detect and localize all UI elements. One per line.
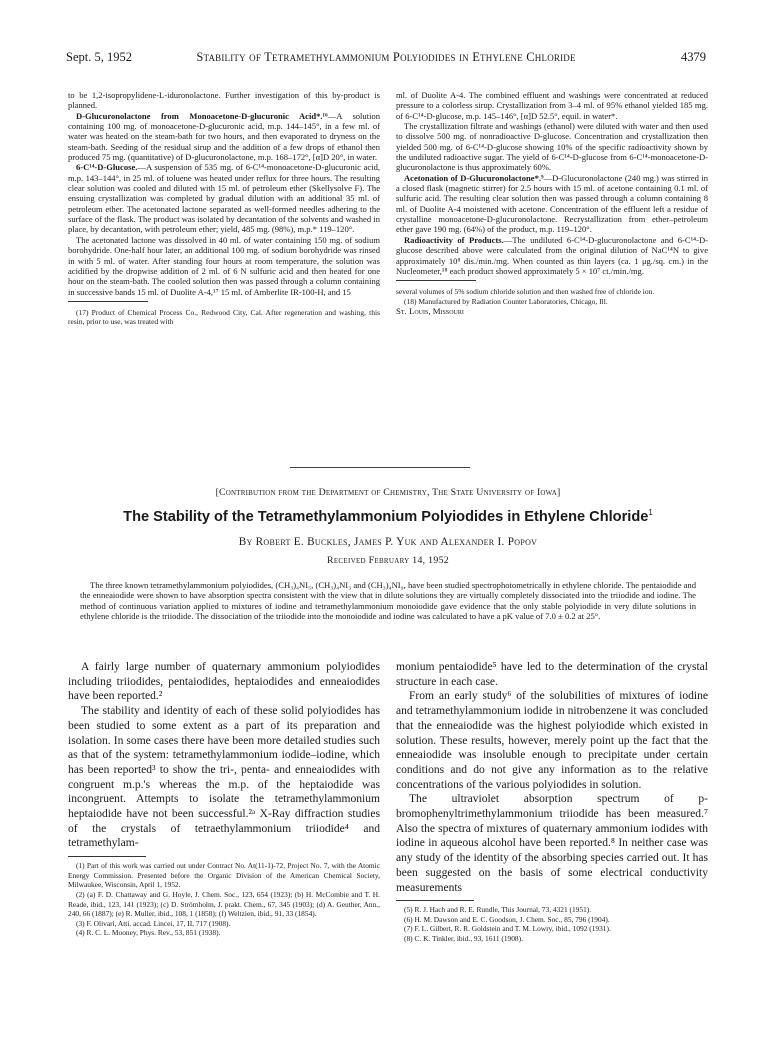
previous-article-continuation — [68, 90, 708, 327]
footnote: (7) F. L. Gilbert, R. R. Goldstein and T. M. Lowry, ibid., 1092 (1931). — [404, 924, 611, 934]
paragraph: A fairly large number of quaternary ammonium polyiodides including triiodides, pentaiodides, heptaiodides and enneaiodides have been reported.² — [68, 661, 380, 703]
title-footnote-mark: 1 — [648, 508, 653, 517]
footnote: (8) C. K. Tinkler, ibid., 93, 1611 (1908). — [404, 934, 523, 944]
footnote: (17) Product of Chemical Process Co., Redwood City, Cal. After regeneration and washing, this resin, prior to use, was treated with — [68, 307, 380, 327]
abstract — [80, 580, 696, 622]
footnote-rule — [396, 900, 474, 901]
paragraph: The ultraviolet absorption spectrum of p-bromophenyltrimethylammonium triiodide has been measured.⁷ Also the spectra of mixtures of quaternary ammonium iodides with iodine in aqueous alcohol have been reported.⁸ In neither case was any study of the identity of the absorbing species carried out. It has been suggested on the basis of some electrical conductivity measurements — [396, 793, 708, 894]
footnote-rule — [68, 301, 148, 302]
running-head — [66, 50, 706, 66]
footnotes — [396, 287, 708, 306]
section-head: D-Glucuronolactone from Monoacetone-D-glucuronic Acid*.¹⁶ — [76, 110, 328, 121]
footnote: (18) Manufactured by Radiation Counter Laboratories, Chicago, Ill. — [404, 296, 608, 306]
footnote-rule — [68, 856, 146, 857]
paragraph-text: —D-Glucuronolactone (240 mg.) was stirred in a closed flask (magnetic stirrer) for 2.5 hours with 15 ml. of acetone containing 0.1 ml. of sulfuric acid. The resulting clear solution then was passed through a column containing 8 ml. of Duolite A-4 moistened with acetone. Concentration of the effluent left a residue of crystalline monoacetone-D-glucuronolactone. Recrystallization from ether–petroleum ether gave 190 mg. (64%) of the product, m.p. 119–120°. — [396, 172, 708, 235]
received-date: Received February 14, 1952 — [327, 555, 449, 566]
abstract-text: The three known tetramethylammonium polyiodides, (CH₃)₄NI₅, (CH₃)₄NI₃ and (CH₃)₄NI₉, have been studied spectrophotometrically in ethylene chloride. The pentaiodide and the enneaiodide were shown to have absorption spectra consistent with the view that in dilute solutions they are virtually completely dissociated into the triiodide and iodine. The method of continuous variation applied to mixtures of iodine and tetramethylammonium monoiodide gave evidence that the only stable polyiodide in very dilute solutions in ethylene chloride is the triiodide. The dissociation of the triiodide into the monoiodide and iodine was calculated to have a pK value of 7.0 ± 0.2 at 25°. — [80, 580, 696, 622]
paragraph-with-head — [68, 111, 380, 163]
section-head: Radioactivity of Products. — [404, 234, 504, 245]
paragraph: The stability and identity of each of these solid polyiodides has been studied to some extent as a part of its preparation and isolation. In some cases there have been more detailed studies such as that of the system: tetramethylammonium iodide–iodine, which has been reported³ to show the tri-, penta- and enneaiodides with congruent m.p.'s whereas the m.p. of the heptaiodide was incongruent. Attempts to isolate the tetramethylammonium heptaiodide have not been successful.²ᵃ X-Ray diffraction studies of the crystals of tetraethylammonium triiodide⁴ and tetramethylam- — [68, 705, 380, 850]
section-head: 6-C¹⁴-D-Glucose. — [76, 162, 138, 173]
paragraph-with-head — [396, 173, 708, 235]
authors: By Robert E. Buckles, James P. Yuk and Alexander I. Popov — [238, 536, 538, 548]
body-right-column — [396, 660, 708, 944]
paragraph-with-head — [396, 235, 708, 276]
contribution-line: [Contribution from the Department of Chemistry, The State University of Iowa] — [215, 487, 561, 498]
footnote: (5) R. J. Hach and R. E. Rundle, This Journal, 73, 4321 (1951). — [404, 905, 592, 915]
footnotes — [68, 308, 380, 327]
footnote: (2) (a) F. D. Chattaway and G. Hoyle, J. Chem. Soc., 123, 654 (1923); (b) H. McCombie and T. H. Reade, ibid., 123, 141 (1923); (c) D. Strömholm, J. prakt. Chem., 67, 345 (1903); (d) A. Geuther, Ann., 240, 66 (1887); (e) R. Muller, ibid., 108, 1 (1858); (f) Weltzien, ibid., 91, 33 (1854). — [68, 889, 380, 919]
footnote: (4) R. C. L. Mooney, Phys. Rev., 53, 851 (1938). — [76, 928, 221, 938]
footnote-rule — [396, 280, 476, 281]
paragraph: to be 1,2-isopropylidene-L-iduronolactone. Further investigation of this by-product is planned. — [68, 90, 380, 111]
footnotes — [68, 861, 380, 938]
paragraph-text: —A solution containing 100 mg. of monoacetone-D-glucuronic acid, m.p. 144–145°, in a few ml. of water was heated on the steam-bath for two hours, and then evaporated to dryness on the steam-bath. Seeding of the residual sirup and the addition of a few drops of ethanol then produced 75 mg. (quantitative) of D-glucuronolactone, m.p. 168–172°, [α]D 20°, in water. — [68, 110, 380, 163]
paragraph: From an early study⁶ of the solubilities of mixtures of iodine and tetramethylammonium iodide in nitrobenzene it was concluded that the enneaiodide was the highest polyiodide which existed in solution. These results, however, merely point up the fact that the enneaiodide was insoluble enough to precipitate under certain conditions and do not give any information as to the relative concentrations of the various polyiodides in solution. — [396, 690, 708, 791]
paragraph-text: —A suspension of 535 mg. of 6-C¹⁴-monoacetone-D-glucuronic acid, m.p. 143–144°, in 25 ml. of toluene was heated under reflux for three hours. The resulting clear solution was cooled and diluted with 15 ml. of petroleum ether (Skellysolve F). The ensuing crystallization was completed by gradual dilution with an additional 35 ml. of petroleum ether. The acetonated lactone separated as well-formed needles adhering to the surface of the flask. The product was isolated by decantation of the solvents and washed in place, by decantation, with petroleum ether; yield, 485 mg. (98%), m.p.* 119–120°. — [68, 162, 380, 235]
article-title-text: The Stability of the Tetramethylammonium Polyiodides in Ethylene Chloride — [123, 508, 649, 525]
footnote: (1) Part of this work was carried out under Contract No. At(11-1)-72, Project No. 7, with the Atomic Energy Commission. Presented before the Organic Division of the American Chemical Society, Milwaukee, Wisconsin, April 1, 1952. — [68, 861, 380, 890]
paragraph: ml. of Duolite A-4. The combined effluent and washings were concentrated at reduced pressure to a colorless sirup. Crystallization from 3–4 ml. of 95% ethanol yielded 185 mg. of 6-C¹⁴-D-glucose, m.p. 145–146°, [α]D 52.5°, equil. in water*. — [396, 90, 708, 121]
paragraph-with-head — [68, 162, 380, 234]
page-number: 4379 — [681, 50, 706, 64]
top-right-column — [396, 90, 708, 327]
section-head: Acetonation of D-Glucuronolactone*.⁹ — [404, 172, 544, 183]
running-head-date: Sept. 5, 1952 — [66, 50, 132, 64]
running-head-title: Stability of Tetramethylammonium Polyiodides in Ethylene Chloride — [196, 50, 576, 64]
footnote: (3) F. Olivari, Atti. accad. Lincei, 17, II, 717 (1908). — [76, 918, 231, 928]
article-body — [68, 660, 708, 944]
footnote: several volumes of 5% sodium chloride solution and then washed free of chloride ion. — [396, 287, 655, 297]
paragraph-text: —The undiluted 6-C¹⁴-D-glucuronolactone and 6-C¹⁴-D-glucose described above were calculated from the original dilution of NaC¹⁴N to give approximately 10⁸ dis./min./mg. When counted as thin layers (ca. 1 μg./sq. cm.) in the Nucleometer,¹⁸ each product showed approximately 5 × 10⁷ ct./min./mg. — [396, 234, 708, 276]
location-signoff: St. Louis, Missouri — [396, 306, 464, 316]
article-title — [68, 508, 708, 525]
top-left-column — [68, 90, 380, 327]
section-divider — [290, 467, 470, 468]
footnote: (6) H. M. Dawson and E. C. Goodson, J. Chem. Soc., 85, 796 (1904). — [404, 914, 610, 924]
body-left-column — [68, 660, 380, 944]
paragraph: The crystallization filtrate and washings (ethanol) were diluted with water and then used to dissolve 500 mg. of nonradioactive D-glucose. Concentration and crystallization then yielded 500 mg. of 6-C¹⁴-D-glucose showing 10% of the specific radioactivity shown by the undiluted radioactive sugar. The yield of 6-C¹⁴-D-glucose from 6-C¹⁴-monoacetone-D-glucuronolactone is thus approximately 60%. — [396, 121, 708, 173]
footnotes — [396, 905, 708, 943]
paragraph: The acetonated lactone was dissolved in 40 ml. of water containing 150 mg. of sodium borohydride. One-half hour later, an additional 100 mg. of sodium borohydride was rinsed in with 5 ml. of water. After standing four hours at room temperature, the solution was acidified by the dropwise addition of 2 ml. of 6 N sulfuric acid and then heated for one hour on the steam-bath. The cooled solution then was passed through a column containing in successive bands 15 ml. of Duolite A-4,¹⁷ 15 ml. of Amberlite IR-100-H, and 15 — [68, 234, 380, 297]
paragraph: monium pentaiodide⁵ have led to the determination of the crystal structure in each case. — [396, 661, 708, 688]
